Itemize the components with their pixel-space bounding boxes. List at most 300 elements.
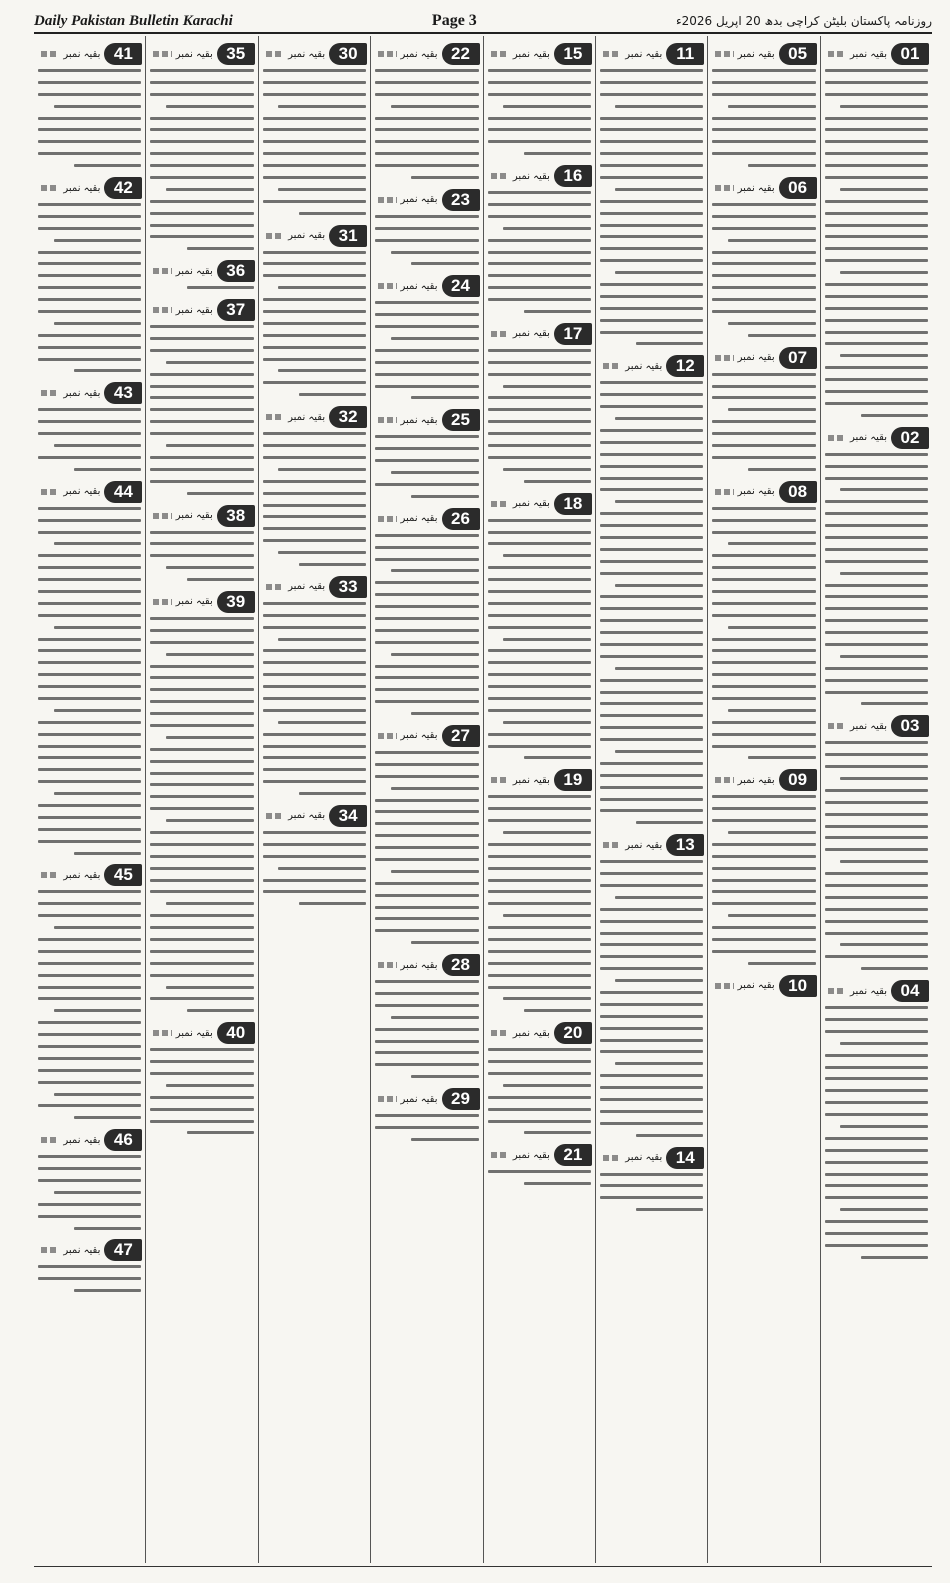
text-line	[600, 726, 703, 729]
text-line	[54, 239, 142, 242]
continuation-badge	[262, 42, 367, 66]
continuation-label: بقیہ نمبر	[400, 959, 438, 971]
arrow-rule-icon	[153, 268, 171, 274]
text-line	[375, 665, 478, 668]
text-line	[150, 1096, 253, 1099]
continuation-label: بقیہ نمبر	[512, 774, 550, 786]
continuation-label: بقیہ نمبر	[400, 194, 438, 206]
text-line	[38, 432, 141, 435]
text-line	[299, 563, 366, 566]
text-line	[375, 593, 478, 596]
continuation-badge	[824, 426, 929, 450]
text-line	[600, 128, 703, 131]
text-line	[825, 295, 928, 298]
text-line	[263, 310, 366, 313]
continuation-label: بقیہ نمبر	[625, 360, 663, 372]
text-line	[375, 215, 478, 218]
text-line	[712, 420, 815, 423]
text-line	[150, 700, 253, 703]
text-line	[38, 950, 141, 953]
article-text	[374, 69, 479, 179]
text-line	[840, 860, 928, 863]
text-line	[150, 117, 253, 120]
text-line	[263, 661, 366, 664]
text-line	[74, 1289, 141, 1292]
text-line	[375, 1114, 478, 1117]
text-line	[166, 444, 254, 447]
continuation-number: 37	[217, 299, 255, 321]
text-line	[825, 753, 928, 756]
text-line	[825, 81, 928, 84]
text-line	[825, 801, 928, 804]
text-line	[615, 667, 703, 670]
arrow-rule-icon	[153, 51, 171, 57]
text-line	[728, 105, 816, 108]
text-line	[488, 697, 591, 700]
continuation-number: 27	[442, 725, 480, 747]
text-line	[861, 414, 928, 417]
text-line	[825, 200, 928, 203]
text-line	[825, 765, 928, 768]
text-line	[600, 1086, 703, 1089]
article-text	[374, 301, 479, 399]
article-text	[262, 69, 367, 215]
text-line	[503, 554, 591, 557]
article-text	[374, 215, 479, 266]
text-line	[38, 804, 141, 807]
continuation-number: 10	[779, 975, 817, 997]
text-line	[712, 286, 815, 289]
text-line	[411, 396, 478, 399]
text-line	[54, 1009, 142, 1012]
text-line	[263, 274, 366, 277]
text-line	[150, 128, 253, 131]
text-line	[263, 128, 366, 131]
continuation-block	[37, 1128, 142, 1229]
text-line	[825, 465, 928, 468]
text-line	[825, 848, 928, 851]
text-line	[150, 432, 253, 435]
continuation-badge	[374, 274, 479, 298]
continuation-badge	[824, 42, 929, 66]
text-line	[636, 342, 703, 345]
text-line	[728, 626, 816, 629]
text-line	[825, 825, 928, 828]
text-line	[488, 361, 591, 364]
text-line	[263, 504, 366, 507]
text-line	[38, 590, 141, 593]
continuation-badge	[262, 224, 367, 248]
article-text	[824, 69, 929, 417]
text-line	[263, 200, 366, 203]
text-line	[150, 795, 253, 798]
text-line	[54, 1191, 142, 1194]
text-line	[825, 212, 928, 215]
text-line	[825, 1101, 928, 1104]
text-line	[38, 1215, 141, 1218]
continuation-block	[711, 974, 816, 998]
text-line	[74, 1116, 141, 1119]
text-line	[278, 369, 366, 372]
text-line	[728, 914, 816, 917]
text-line	[825, 140, 928, 143]
continuation-block	[487, 164, 592, 313]
text-line	[38, 203, 141, 206]
text-line	[263, 733, 366, 736]
text-line	[150, 748, 253, 751]
text-line	[74, 164, 141, 167]
continuation-block	[824, 714, 929, 970]
column-2	[707, 36, 819, 1563]
text-line	[187, 492, 254, 495]
text-line	[150, 914, 253, 917]
text-line	[600, 331, 703, 334]
text-line	[825, 1220, 928, 1223]
article-text	[37, 69, 142, 167]
text-line	[38, 902, 141, 905]
text-line	[38, 745, 141, 748]
text-line	[840, 655, 928, 658]
text-line	[712, 396, 815, 399]
text-line	[375, 929, 478, 932]
continuation-block	[599, 354, 704, 824]
text-line	[263, 152, 366, 155]
text-line	[748, 164, 815, 167]
arrow-rule-icon	[378, 733, 396, 739]
continuation-badge	[149, 298, 254, 322]
continuation-badge	[262, 575, 367, 599]
text-line	[712, 926, 815, 929]
text-line	[150, 81, 253, 84]
continuation-label: بقیہ نمبر	[850, 985, 887, 997]
text-line	[825, 224, 928, 227]
text-line	[488, 117, 591, 120]
continuation-number: 36	[217, 260, 255, 282]
text-line	[712, 673, 815, 676]
text-line	[150, 724, 253, 727]
arrow-rule-icon	[378, 417, 396, 423]
continuation-badge	[374, 1087, 479, 1111]
text-line	[375, 763, 478, 766]
text-line	[488, 649, 591, 652]
article-text	[824, 741, 929, 970]
text-line	[825, 283, 928, 286]
text-line	[600, 872, 703, 875]
text-line	[375, 581, 478, 584]
text-line	[38, 997, 141, 1000]
text-line	[488, 203, 591, 206]
continuation-badge	[824, 714, 929, 738]
text-line	[712, 890, 815, 893]
text-line	[54, 626, 142, 629]
continuation-number: 08	[779, 481, 817, 503]
continuation-label: بقیہ نمبر	[625, 839, 663, 851]
text-line	[840, 354, 928, 357]
text-line	[150, 867, 253, 870]
text-line	[38, 974, 141, 977]
text-line	[150, 997, 253, 1000]
continuation-block	[37, 863, 142, 1119]
continuation-block	[149, 504, 254, 582]
text-line	[150, 325, 253, 328]
arrow-rule-icon	[41, 872, 59, 878]
text-line	[150, 337, 253, 340]
text-line	[263, 480, 366, 483]
text-line	[411, 941, 478, 944]
text-line	[375, 373, 478, 376]
text-line	[488, 373, 591, 376]
text-line	[263, 322, 366, 325]
text-line	[825, 1089, 928, 1092]
text-line	[503, 914, 591, 917]
text-line	[488, 974, 591, 977]
text-line	[150, 629, 253, 632]
text-line	[38, 733, 141, 736]
continuation-label: بقیہ نمبر	[512, 1149, 550, 1161]
continuation-block	[374, 1087, 479, 1141]
text-line	[38, 215, 141, 218]
text-line	[375, 846, 478, 849]
text-line	[375, 1063, 478, 1066]
continuation-badge	[487, 42, 592, 66]
text-line	[278, 286, 366, 289]
continuation-block	[262, 224, 367, 397]
text-line	[38, 840, 141, 843]
text-line	[825, 1232, 928, 1235]
text-line	[600, 429, 703, 432]
text-line	[38, 1057, 141, 1060]
text-line	[712, 385, 815, 388]
text-line	[712, 807, 815, 810]
text-line	[825, 390, 928, 393]
text-line	[600, 536, 703, 539]
text-line	[712, 298, 815, 301]
text-line	[38, 519, 141, 522]
text-line	[600, 1003, 703, 1006]
text-line	[488, 420, 591, 423]
continuation-label: بقیہ نمبر	[850, 720, 887, 732]
continuation-block	[487, 42, 592, 155]
text-line	[38, 816, 141, 819]
text-line	[825, 512, 928, 515]
text-line	[600, 1050, 703, 1053]
masthead-urdu: روزنامہ پاکستان بلیٹن کراچی بدھ 20 اپریل 2026ء	[675, 14, 932, 28]
continuation-label: بقیہ نمبر	[512, 1027, 550, 1039]
arrow-rule-icon	[715, 777, 733, 783]
text-line	[375, 483, 478, 486]
text-line	[488, 81, 591, 84]
text-line	[150, 385, 253, 388]
text-line	[524, 756, 591, 759]
text-line	[615, 188, 703, 191]
text-line	[600, 140, 703, 143]
text-line	[150, 420, 253, 423]
text-line	[488, 191, 591, 194]
continuation-block	[824, 426, 929, 706]
text-line	[600, 860, 703, 863]
text-line	[825, 872, 928, 875]
text-line	[600, 809, 703, 812]
continuation-block	[149, 1021, 254, 1134]
text-line	[150, 235, 253, 238]
text-line	[375, 700, 478, 703]
text-line	[600, 93, 703, 96]
text-line	[600, 405, 703, 408]
text-line	[263, 140, 366, 143]
continuation-label: بقیہ نمبر	[175, 304, 213, 316]
text-line	[263, 879, 366, 882]
article-text	[37, 1155, 142, 1229]
text-line	[600, 164, 703, 167]
text-line	[150, 974, 253, 977]
text-line	[712, 519, 815, 522]
text-line	[488, 531, 591, 534]
arrow-rule-icon	[266, 584, 284, 590]
text-line	[524, 310, 591, 313]
text-line	[263, 626, 366, 629]
continuation-block	[37, 381, 142, 470]
arrow-rule-icon	[41, 1247, 59, 1253]
article-text	[374, 1114, 479, 1141]
text-line	[488, 566, 591, 569]
text-line	[524, 1009, 591, 1012]
text-line	[712, 902, 815, 905]
text-line	[150, 152, 253, 155]
text-line	[600, 607, 703, 610]
continuation-label: بقیہ نمبر	[850, 432, 887, 444]
text-line	[636, 1134, 703, 1137]
continuation-number: 14	[666, 1147, 704, 1169]
text-line	[150, 69, 253, 72]
continuation-number: 31	[329, 225, 367, 247]
text-line	[375, 93, 478, 96]
continuation-number: 28	[442, 954, 480, 976]
text-line	[600, 679, 703, 682]
text-line	[38, 1069, 141, 1072]
article-text	[262, 602, 367, 795]
continuation-number: 13	[666, 834, 704, 856]
text-line	[263, 673, 366, 676]
text-line	[600, 81, 703, 84]
text-line	[488, 432, 591, 435]
text-line	[615, 584, 703, 587]
text-line	[712, 879, 815, 882]
continuation-badge	[37, 42, 142, 66]
continuation-number: 30	[329, 43, 367, 65]
article-text	[711, 507, 816, 760]
text-line	[712, 867, 815, 870]
text-line	[636, 821, 703, 824]
text-line	[825, 1006, 928, 1009]
text-line	[488, 1072, 591, 1075]
arrow-rule-icon	[603, 51, 621, 57]
text-line	[150, 855, 253, 858]
continuation-label: بقیہ نمبر	[737, 774, 775, 786]
text-line	[825, 813, 928, 816]
text-line	[825, 789, 928, 792]
continuation-block	[374, 408, 479, 497]
text-line	[488, 349, 591, 352]
continuation-block	[711, 346, 816, 471]
text-line	[600, 702, 703, 705]
text-line	[263, 93, 366, 96]
text-line	[488, 578, 591, 581]
text-line	[263, 614, 366, 617]
text-line	[488, 590, 591, 593]
continuation-label: بقیہ نمبر	[288, 581, 326, 593]
text-line	[712, 649, 815, 652]
text-line	[375, 894, 478, 897]
text-line	[488, 709, 591, 712]
text-line	[712, 745, 815, 748]
column-3	[595, 36, 707, 1563]
text-line	[825, 164, 928, 167]
text-line	[166, 819, 254, 822]
article-text	[149, 531, 254, 582]
text-line	[375, 313, 478, 316]
text-line	[278, 188, 366, 191]
text-line	[503, 997, 591, 1000]
continuation-label: بقیہ نمبر	[400, 280, 438, 292]
text-line	[825, 691, 928, 694]
text-line	[712, 251, 815, 254]
continuation-number: 22	[442, 43, 480, 65]
arrow-rule-icon	[378, 516, 396, 522]
article-text	[37, 203, 142, 372]
text-line	[263, 432, 366, 435]
continuation-badge	[262, 405, 367, 429]
arrow-rule-icon	[491, 51, 509, 57]
arrow-rule-icon	[715, 983, 733, 989]
text-line	[150, 212, 253, 215]
text-line	[38, 408, 141, 411]
continuation-label: بقیہ نمبر	[175, 1027, 213, 1039]
continuation-label: بقیہ نمبر	[288, 230, 326, 242]
text-line	[712, 140, 815, 143]
continuation-number: 47	[104, 1239, 142, 1261]
continuation-number: 01	[891, 43, 929, 65]
continuation-badge	[487, 1143, 592, 1167]
text-line	[391, 787, 479, 790]
text-line	[375, 361, 478, 364]
text-line	[187, 578, 254, 581]
text-line	[825, 595, 928, 598]
text-line	[600, 1196, 703, 1199]
text-line	[187, 286, 254, 289]
text-line	[38, 602, 141, 605]
text-line	[263, 456, 366, 459]
article-text	[824, 1006, 929, 1259]
text-line	[600, 235, 703, 238]
text-line	[488, 938, 591, 941]
continuation-block	[487, 1021, 592, 1134]
continuation-badge	[711, 768, 816, 792]
text-line	[712, 855, 815, 858]
text-line	[600, 786, 703, 789]
text-line	[263, 381, 366, 384]
continuation-number: 25	[442, 409, 480, 431]
continuation-label: بقیہ نمبر	[175, 48, 213, 60]
text-line	[488, 1096, 591, 1099]
text-line	[263, 81, 366, 84]
article-text	[149, 325, 254, 494]
continuation-number: 15	[554, 43, 592, 65]
article-text	[149, 1048, 254, 1134]
text-line	[150, 542, 253, 545]
text-line	[825, 366, 928, 369]
text-line	[712, 310, 815, 313]
continuation-number: 33	[329, 576, 367, 598]
